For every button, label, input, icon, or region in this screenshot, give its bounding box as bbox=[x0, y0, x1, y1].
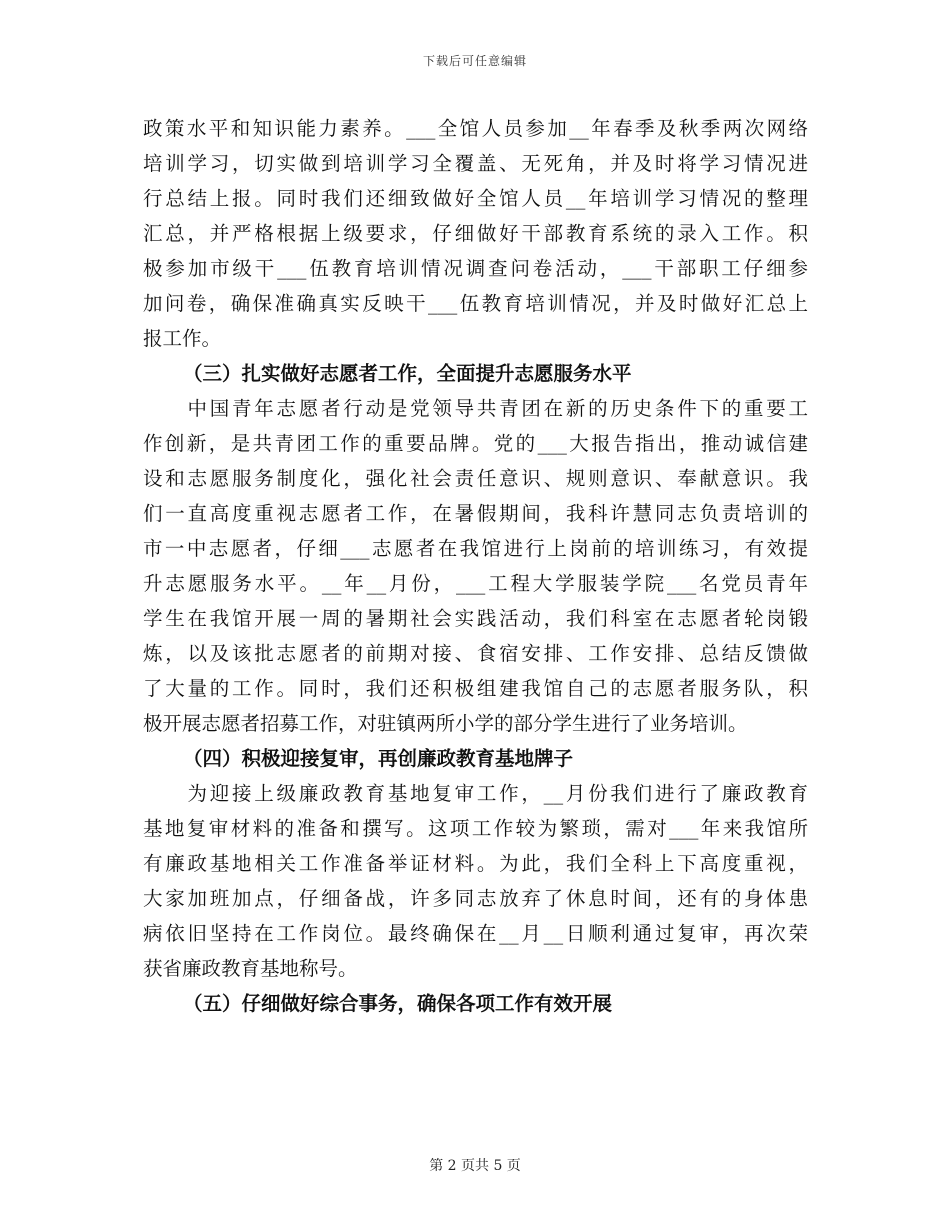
paragraph bbox=[143, 111, 808, 356]
text-line: 大家加班加点，仔细备战，许多同志放弃了休息时间，还有的身体患 bbox=[143, 887, 808, 910]
text-line: 基地复审材料的准备和撰写。这项工作较为繁琐，需对___年来我馆所 bbox=[143, 817, 808, 840]
paragraph bbox=[143, 776, 808, 986]
section-heading: （三）扎实做好志愿者工作，全面提升志愿服务水平 bbox=[183, 362, 632, 385]
text-line: 们一直高度重视志愿者工作，在暑假期间，我科许慧同志负责培训的 bbox=[143, 502, 808, 525]
text-line: 汇总，并严格根据上级要求，仔细做好干部教育系统的录入工作。积 bbox=[143, 222, 808, 245]
text-line: 市一中志愿者，仔细___志愿者在我馆进行上岗前的培训练习，有效提 bbox=[143, 537, 808, 560]
text-line: 培训学习，切实做到培训学习全覆盖、无死角，并及时将学习情况进 bbox=[143, 152, 808, 175]
text-line: 了大量的工作。同时，我们还积极组建我馆自己的志愿者服务队，积 bbox=[143, 677, 808, 700]
document-body bbox=[143, 111, 808, 1021]
text-line: 作创新，是共青团工作的重要品牌。党的___大报告指出，推动诚信建 bbox=[143, 432, 808, 455]
text-line: 获省廉政教育基地称号。 bbox=[143, 957, 358, 980]
text-line: 病依旧坚持在工作岗位。最终确保在__月__日顺利通过复审，再次荣 bbox=[143, 922, 808, 945]
text-line: 中国青年志愿者行动是党领导共青团在新的历史条件下的重要工 bbox=[143, 397, 808, 420]
text-line: 有廉政基地相关工作准备举证材料。为此，我们全科上下高度重视， bbox=[143, 852, 808, 875]
text-line: 极参加市级干___伍教育培训情况调查问卷活动，___干部职工仔细参 bbox=[143, 257, 808, 280]
text-line: 设和志愿服务制度化，强化社会责任意识、规则意识、奉献意识。我 bbox=[143, 467, 808, 490]
page-header: 下载后可任意编辑 bbox=[422, 54, 527, 68]
text-line: 升志愿服务水平。__年__月份，___工程大学服装学院___名党员青年 bbox=[143, 572, 808, 595]
text-line: 极开展志愿者招募工作，对驻镇两所小学的部分学生进行了业务培训。 bbox=[143, 712, 748, 735]
text-line: 炼，以及该批志愿者的前期对接、食宿安排、工作安排、总结反馈做 bbox=[143, 642, 808, 665]
paragraph bbox=[143, 391, 808, 741]
text-line: 政策水平和知识能力素养。___全馆人员参加__年春季及秋季两次网络 bbox=[143, 117, 808, 140]
text-line: 学生在我馆开展一周的暑期社会实践活动，我们科室在志愿者轮岗锻 bbox=[143, 607, 808, 630]
section-heading: （五）仔细做好综合事务，确保各项工作有效开展 bbox=[183, 992, 613, 1015]
text-line: 加问卷，确保准确真实反映干___伍教育培训情况，并及时做好汇总上 bbox=[143, 292, 808, 315]
text-line: 报工作。 bbox=[143, 327, 222, 350]
text-line: 为迎接上级廉政教育基地复审工作，__月份我们进行了廉政教育 bbox=[143, 782, 808, 805]
page-footer: 第 2 页共 5 页 bbox=[429, 1158, 521, 1174]
section-heading: （四）积极迎接复审，再创廉政教育基地牌子 bbox=[183, 747, 574, 770]
text-line: 行总结上报。同时我们还细致做好全馆人员__年培训学习情况的整理 bbox=[143, 187, 808, 210]
